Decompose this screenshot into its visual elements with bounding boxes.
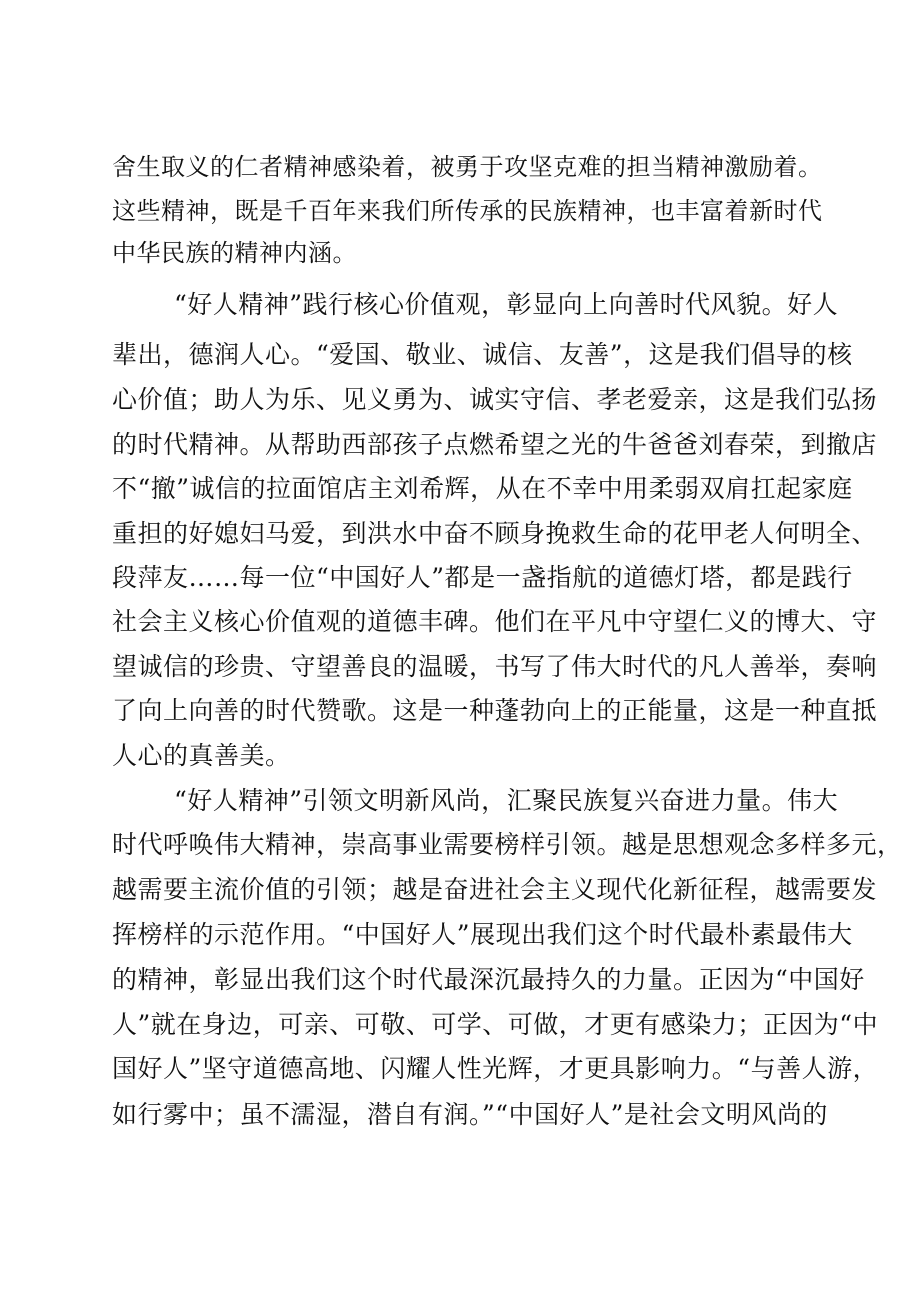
text-line: 重担的好媳妇马爱，到洪水中奋不顾身挽救生命的花甲老人何明全、 bbox=[112, 519, 878, 548]
text-line: 人”就在身边，可亲、可敬、可学、可做，才更有感染力；正因为“中 bbox=[112, 1010, 879, 1039]
text-line: 人心的真善美。 bbox=[112, 741, 291, 770]
text-line: 这些精神，既是千百年来我们所传承的民族精神，也丰富着新时代 bbox=[112, 197, 823, 225]
text-line: 不“撤”诚信的拉面馆店主刘希辉，从在不幸中用柔弱双肩扛起家庭 bbox=[112, 474, 853, 503]
text-line: 越需要主流价值的引领；越是奋进社会主义现代化新征程，越需要发 bbox=[112, 875, 878, 904]
text-line: 挥榜样的示范作用。“中国好人”展现出我们这个时代最朴素最伟大 bbox=[112, 920, 853, 949]
text-line: 社会主义核心价值观的道德丰碑。他们在平凡中守望仁义的博大、守 bbox=[112, 607, 878, 636]
text-line: 国好人”坚守道德高地、闪耀人性光辉，才更具影响力。“与善人游， bbox=[112, 1054, 879, 1083]
text-line: 辈出，德润人心。“爱国、敬业、诚信、友善”，这是我们倡导的核 bbox=[112, 340, 853, 369]
text-line: 了向上向善的时代赞歌。这是一种蓬勃向上的正能量，这是一种直抵 bbox=[112, 696, 878, 725]
text-line: “好人精神”引领文明新风尚，汇聚民族复兴奋进力量。伟大 bbox=[174, 786, 839, 815]
text-line: 舍生取义的仁者精神感染着，被勇于攻坚克难的担当精神激励着。 bbox=[112, 153, 823, 181]
text-line: 段萍友……每一位“中国好人”都是一盏指航的道德灯塔，都是践行 bbox=[112, 563, 853, 592]
text-line: 心价值；助人为乐、见义勇为、诚实守信、孝老爱亲，这是我们弘扬 bbox=[112, 385, 878, 414]
text-line: 时代呼唤伟大精神，崇高事业需要榜样引领。越是思想观念多样多元， bbox=[112, 830, 903, 859]
text-line: 如行雾中；虽不濡湿，潜自有润。”“中国好人”是社会文明风尚的 bbox=[112, 1100, 828, 1129]
text-line: 中华民族的精神内涵。 bbox=[112, 239, 357, 267]
text-line: 的时代精神。从帮助西部孩子点燃希望之光的牛爸爸刘春荣，到撤店 bbox=[112, 430, 878, 459]
text-line: 望诚信的珍贵、守望善良的温暖，书写了伟大时代的凡人善举，奏响 bbox=[112, 652, 878, 681]
text-line: “好人精神”践行核心价值观，彰显向上向善时代风貌。好人 bbox=[174, 290, 839, 319]
text-line: 的精神，彰显出我们这个时代最深沉最持久的力量。正因为“中国好 bbox=[112, 965, 865, 994]
